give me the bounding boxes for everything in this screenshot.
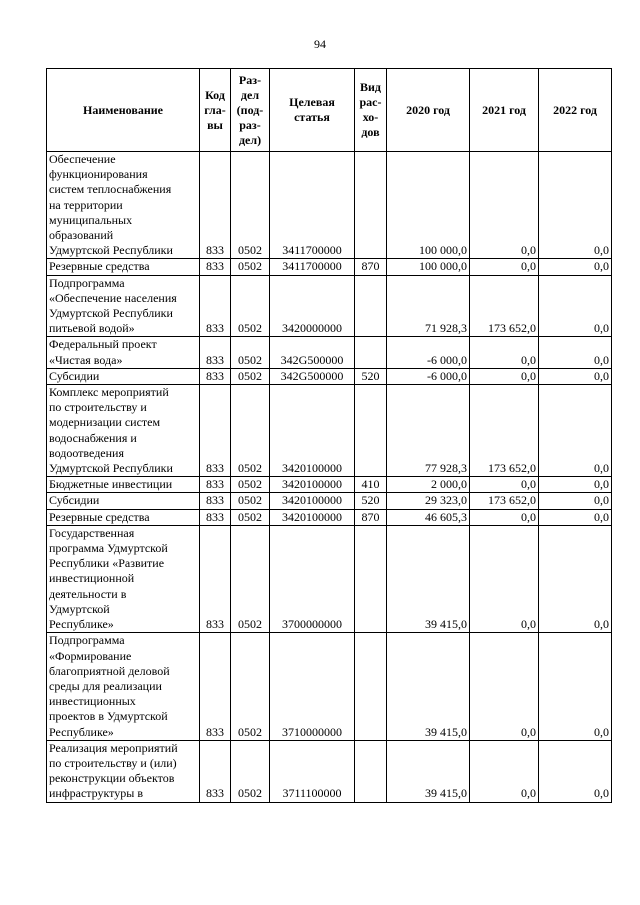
section-cell: 0502: [231, 368, 270, 384]
amount-2020-cell: 100 000,0: [387, 259, 470, 275]
header-chapter: Код гла- вы: [200, 69, 231, 152]
section-cell: 0502: [231, 633, 270, 740]
amount-2020-cell: 77 928,3: [387, 385, 470, 477]
exp-type-cell: [355, 275, 387, 337]
target-cell: 342G500000: [270, 368, 355, 384]
name-cell: Субсидии: [47, 493, 200, 509]
chapter-cell: 833: [200, 152, 231, 259]
exp-type-cell: [355, 740, 387, 802]
amount-2020-cell: 2 000,0: [387, 477, 470, 493]
section-cell: 0502: [231, 493, 270, 509]
amount-2020-cell: 46 605,3: [387, 509, 470, 525]
name-cell: Государственная программа Удмуртской Республики «Развитие инвестиционной деятельности в Удмуртской Республике»: [47, 525, 200, 632]
amount-2022-cell: 0,0: [539, 493, 612, 509]
table-row: [47, 525, 612, 632]
amount-2020-cell: 39 415,0: [387, 740, 470, 802]
header-2020: 2020 год: [387, 69, 470, 152]
exp-type-cell: [355, 337, 387, 368]
exp-type-cell: [355, 385, 387, 477]
amount-2022-cell: 0,0: [539, 259, 612, 275]
amount-2021-cell: 0,0: [470, 477, 539, 493]
section-cell: 0502: [231, 259, 270, 275]
target-cell: 3420100000: [270, 509, 355, 525]
table-row: [47, 259, 612, 275]
exp-type-cell: 870: [355, 259, 387, 275]
amount-2021-cell: 0,0: [470, 509, 539, 525]
target-cell: 3411700000: [270, 152, 355, 259]
chapter-cell: 833: [200, 493, 231, 509]
chapter-cell: 833: [200, 385, 231, 477]
table-row: [47, 477, 612, 493]
chapter-cell: 833: [200, 259, 231, 275]
amount-2022-cell: 0,0: [539, 633, 612, 740]
amount-2022-cell: 0,0: [539, 152, 612, 259]
target-cell: 342G500000: [270, 337, 355, 368]
table-row: [47, 385, 612, 477]
amount-2021-cell: 0,0: [470, 152, 539, 259]
page-number: 94: [314, 37, 326, 51]
table-row: [47, 740, 612, 802]
name-cell: Обеспечение функционирования систем теплоснабжения на территории муниципальных образований Удмуртской Республики: [47, 152, 200, 259]
name-cell: Субсидии: [47, 368, 200, 384]
chapter-cell: 833: [200, 525, 231, 632]
chapter-cell: 833: [200, 509, 231, 525]
section-cell: 0502: [231, 275, 270, 337]
chapter-cell: 833: [200, 337, 231, 368]
exp-type-cell: 520: [355, 368, 387, 384]
table-row: [47, 152, 612, 259]
name-cell: Реализация мероприятий по строительству и (или) реконструкции объектов инфраструктуры в: [47, 740, 200, 802]
amount-2021-cell: 173 652,0: [470, 493, 539, 509]
table-header-row: [47, 69, 612, 152]
table-row: [47, 493, 612, 509]
exp-type-cell: 870: [355, 509, 387, 525]
section-cell: 0502: [231, 152, 270, 259]
chapter-cell: 833: [200, 477, 231, 493]
chapter-cell: 833: [200, 368, 231, 384]
section-cell: 0502: [231, 337, 270, 368]
amount-2021-cell: 173 652,0: [470, 385, 539, 477]
amount-2022-cell: 0,0: [539, 477, 612, 493]
name-cell: Подпрограмма «Обеспечение населения Удмуртской Республики питьевой водой»: [47, 275, 200, 337]
name-cell: Подпрограмма «Формирование благоприятной деловой среды для реализации инвестиционных проектов в Удмуртской Республике»: [47, 633, 200, 740]
chapter-cell: 833: [200, 633, 231, 740]
name-cell: Бюджетные инвестиции: [47, 477, 200, 493]
exp-type-cell: [355, 525, 387, 632]
name-cell: Комплекс мероприятий по строительству и модернизации систем водоснабжения и водоотведения Удмуртской Республики: [47, 385, 200, 477]
amount-2021-cell: 0,0: [470, 368, 539, 384]
amount-2021-cell: 0,0: [470, 525, 539, 632]
header-2022: 2022 год: [539, 69, 612, 152]
name-cell: Федеральный проект «Чистая вода»: [47, 337, 200, 368]
name-cell: Резервные средства: [47, 509, 200, 525]
table-row: [47, 509, 612, 525]
target-cell: 3711100000: [270, 740, 355, 802]
section-cell: 0502: [231, 525, 270, 632]
amount-2020-cell: 71 928,3: [387, 275, 470, 337]
amount-2020-cell: 29 323,0: [387, 493, 470, 509]
amount-2020-cell: -6 000,0: [387, 337, 470, 368]
amount-2022-cell: 0,0: [539, 368, 612, 384]
amount-2020-cell: 39 415,0: [387, 633, 470, 740]
amount-2021-cell: 0,0: [470, 337, 539, 368]
exp-type-cell: [355, 633, 387, 740]
section-cell: 0502: [231, 477, 270, 493]
target-cell: 3710000000: [270, 633, 355, 740]
amount-2020-cell: 39 415,0: [387, 525, 470, 632]
target-cell: 3420000000: [270, 275, 355, 337]
header-2021: 2021 год: [470, 69, 539, 152]
exp-type-cell: 410: [355, 477, 387, 493]
table-row: [47, 633, 612, 740]
amount-2022-cell: 0,0: [539, 385, 612, 477]
amount-2022-cell: 0,0: [539, 740, 612, 802]
table-row: [47, 337, 612, 368]
table-body: [47, 152, 612, 803]
section-cell: 0502: [231, 385, 270, 477]
amount-2021-cell: 0,0: [470, 740, 539, 802]
target-cell: 3420100000: [270, 493, 355, 509]
amount-2021-cell: 0,0: [470, 259, 539, 275]
header-exp-type: Вид рас- хо- дов: [355, 69, 387, 152]
table-row: [47, 368, 612, 384]
amount-2022-cell: 0,0: [539, 525, 612, 632]
section-cell: 0502: [231, 509, 270, 525]
chapter-cell: 833: [200, 740, 231, 802]
amount-2022-cell: 0,0: [539, 337, 612, 368]
header-target: Целевая статья: [270, 69, 355, 152]
section-cell: 0502: [231, 740, 270, 802]
budget-table: [46, 68, 612, 803]
target-cell: 3420100000: [270, 477, 355, 493]
target-cell: 3420100000: [270, 385, 355, 477]
table-row: [47, 275, 612, 337]
exp-type-cell: 520: [355, 493, 387, 509]
name-cell: Резервные средства: [47, 259, 200, 275]
header-section: Раз- дел (под- раз- дел): [231, 69, 270, 152]
chapter-cell: 833: [200, 275, 231, 337]
amount-2022-cell: 0,0: [539, 509, 612, 525]
amount-2020-cell: -6 000,0: [387, 368, 470, 384]
target-cell: 3411700000: [270, 259, 355, 275]
amount-2021-cell: 173 652,0: [470, 275, 539, 337]
amount-2021-cell: 0,0: [470, 633, 539, 740]
target-cell: 3700000000: [270, 525, 355, 632]
header-name: Наименование: [47, 69, 200, 152]
amount-2020-cell: 100 000,0: [387, 152, 470, 259]
exp-type-cell: [355, 152, 387, 259]
amount-2022-cell: 0,0: [539, 275, 612, 337]
